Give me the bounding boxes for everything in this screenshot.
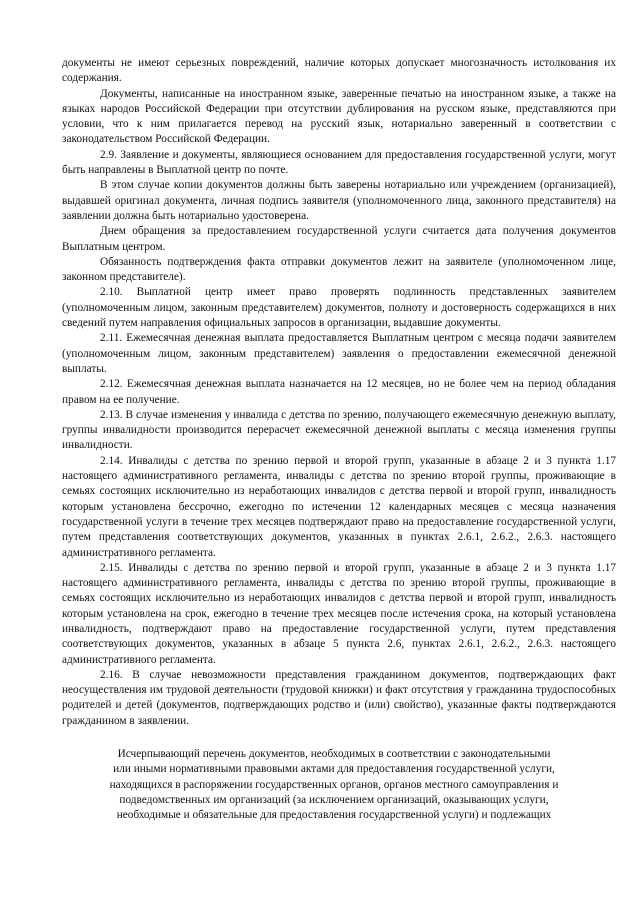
document-page	[62, 56, 616, 824]
section-heading-line: или иными нормативными правовыми актами для предоставления государственной услуги,	[113, 763, 555, 776]
paragraph-2-14: 2.14. Инвалиды с детства по зрению первой и второй групп, указанные в абзаце 2 и 3 пункта 1.17 настоящего административного регламента, инвалиды с детства по зрению второй группы, проживающие в семьях состоящих исключительно из неработающих инвалидов с детства первой и второй групп, инвалидность которым установлена бессрочно, ежегодно по истечении 12 календарных месяцев с месяца назначения государственной услуги в течение трех месяцев подтверждают право на предоставление государственной услуги, путем представления соответствующих документов, указанных в пунктах 2.6.1, 2.6.2., 2.6.3. настоящего административного регламента.	[62, 454, 616, 559]
paragraph-2-13: 2.13. В случае изменения у инвалида с детства по зрению, получающего ежемесячную денежную выплату, группы инвалидности производится перерасчет ежемесячной денежной выплаты с месяца изменения группы инвалидности.	[62, 408, 616, 452]
paragraph-2-11: 2.11. Ежемесячная денежная выплата предоставляется Выплатным центром с месяца подачи заявителем (уполномоченным лицом, законным представителем) заявления о предоставлении ежемесячной денежной выплаты.	[62, 332, 616, 375]
section-heading-line: Исчерпывающий перечень документов, необходимых в соответствии с законодательными	[117, 748, 551, 761]
paragraph-2-15: 2.15. Инвалиды с детства по зрению первой и второй групп, указанные в абзаце 2 и 3 пункта 1.17 настоящего административного регламента, инвалиды с детства по зрению второй группы, проживающие в семьях состоящих исключительно из неработающих инвалидов с детства первой и второй групп, инвалидность которым установлена на срок, ежегодно в течение трех месяцев после истечения срока, на который установлена инвалидность, подтверждают право на предоставление государственной услуги, путем представления соответствующих документов, указанных в абзаце 5 пункта 2.6, пунктах 2.6.1, 2.6.2., 2.6.3. настоящего административного регламента.	[62, 561, 616, 666]
section-heading-line: подведомственных им организаций (за исключением организаций, оказывающих услуги,	[119, 793, 549, 806]
section-heading-line: находящихся в распоряжении государственных органов, органов местного самоуправления и	[109, 778, 559, 791]
section-heading	[62, 747, 616, 823]
paragraph-2-10: 2.10. Выплатной центр имеет право проверять подлинность представленных заявителем (уполномоченным лицом, законным представителем) документов, полноту и достоверность содержащихся в них сведений путем направления официальных запросов в организации, выдавшие документы.	[62, 286, 616, 330]
paragraph-2-16: 2.16. В случае невозможности представления гражданином документов, подтверждающих факт неосуществления им трудовой деятельности (трудовой книжки) и факт отсутствия у гражданина трудоспособных родителей и детей (документов, подтверждающих родство и (или) свойство), указанные факты подтверждаются гражданином в заявлении.	[62, 668, 616, 727]
paragraph-continuation: документы не имеют серьезных повреждений, наличие которых допускает многозначность истолкования их содержания.	[62, 57, 616, 85]
paragraph-2-12: 2.12. Ежемесячная денежная выплата назначается на 12 месяцев, но не более чем на период обладания правом на ее получение.	[62, 378, 616, 406]
paragraph-day-of-application: Днем обращения за предоставлением государственной услуги считается дата получения документов Выплатным центром.	[62, 225, 616, 253]
paragraph-foreign-language-documents: Документы, написанные на иностранном языке, заверенные печатью на иностранном языке, а также на языках народов Российской Федерации при отсутствии дублирования на русском языке, представляются при условии, что к ним прилагается перевод на русский язык, нотариально заверенный в соответствии с законодательством Российской Федерации.	[62, 87, 616, 146]
section-heading-line: необходимые и обязательные для предоставления государственной услуги) и подлежащих	[116, 809, 552, 822]
paragraph-2-9: 2.9. Заявление и документы, являющиеся основанием для предоставления государственной услуги, могут быть направлены в Выплатной центр по почте.	[62, 148, 616, 177]
paragraph-proof-of-sending: Обязанность подтверждения факта отправки документов лежит на заявителе (уполномоченном лице, законном представителе).	[62, 255, 616, 284]
paragraph-notarized-copies: В этом случае копии документов должны быть заверены нотариально или учреждением (организацией), выдавшей оригинал документа, личная подпись заявителя (уполномоченного лица, законного представителя) на заявлении должна быть нотариально удостоверена.	[62, 179, 616, 222]
